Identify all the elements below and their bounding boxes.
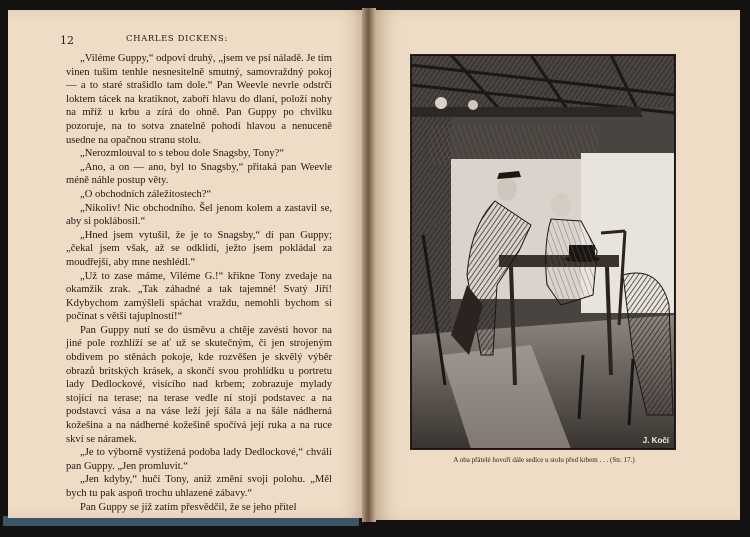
paragraph: „Je to výborně vystižená podoba lady Dedlockové,“ chválí pan Guppy. „Jen promluvit.“ [66,447,332,472]
paragraph: „Jen kdyby,“ hučí Tony, aniž změní svoji polohu. „Měl bych tu pak aspoň trochu uhlazené zábavy.“ [66,474,332,499]
left-page-body-text [66,52,332,514]
illustration [410,54,676,450]
paragraph: „Už to zase máme, Viléme G.!“ křikne Tony zvedaje na okamžik zrak. „Tak záhadné a tak tajemné! Svatý Jiří! Kdybychom zamýšleli spáchat vraždu, nemohli bychom si počínat s větší tajuplností!“ [66,270,332,323]
paragraph: „O obchodních záležitostech?“ [80,188,212,200]
paragraph: „Ano, a on — ano, byl to Snagsby,“ přitaká pan Weevle méně náhle postup věty. [66,161,332,187]
left-page-header [60,34,328,48]
paragraph: „Hned jsem vytušil, že je to Snagsby,“ dí pan Guppy; „čekal jsem však, až se odklidí, ježto jsem pokládal za moudřejší, aby mne neshlédl.“ [66,229,332,268]
page-number: 12 [60,34,74,47]
paragraph: „Viléme Guppy,“ odpoví druhý, „jsem ve psí náladě. Je tím vinen tušim tenhle nesnesitelně smutný, samovraždný pokoj — a to staré strašidlo tam dole.“ Pan Weevle nevrle odstrčí loktem tácek na kratiknot, zaboří hlavu do dlaní, položí nohy na mříž u krbu a zírá do ohně. Pan Guppy po chvilku pozoruje, na to sotva znatelně pohodí hlavou a nenuceně usedne na opačnou stranu stolu. [66,53,332,146]
illustration-signature: J. Kočí [642,436,669,445]
paragraph: „Nikoliv! Nic obchodního. Šel jenom kolem a zastavil se, aby si poklábosil.“ [66,202,332,228]
illustration-drawing [411,55,675,449]
paragraph: Pan Guppy se již zatím přesvědčil, že se jeho přítel [80,501,297,513]
book-gutter [362,8,376,522]
paragraph: „Nerozmlouval to s tebou dole Snagsby, Tony?“ [80,148,285,160]
running-head: CHARLES DICKENS: [126,34,228,44]
paragraph: Pan Guppy nutí se do úsměvu a chtěje zavésti hovor na jiné pole rozhlíží se ať už se skutečným, či jen strojeným obdivem po stěnách pokoje, kde rozvěšen je skvělý výběr obrazů britských krásek, a skončí svou prohlídku u portretu lady Dedlockové, visícího nad krbem; zobrazuje mylady stojící na terase; na terase vedle ní stojí podstavec a na podstavci vása a na váse leží její šála a na šále nádherná kožešina a na nádherné kožešině spočívá její ruka a na ruce skví se náramek. [66,324,332,445]
illustration-caption: A oba přátelé hovoří dále sedíce u stolu před krbem . . . (Str. 17.) [453,456,635,464]
